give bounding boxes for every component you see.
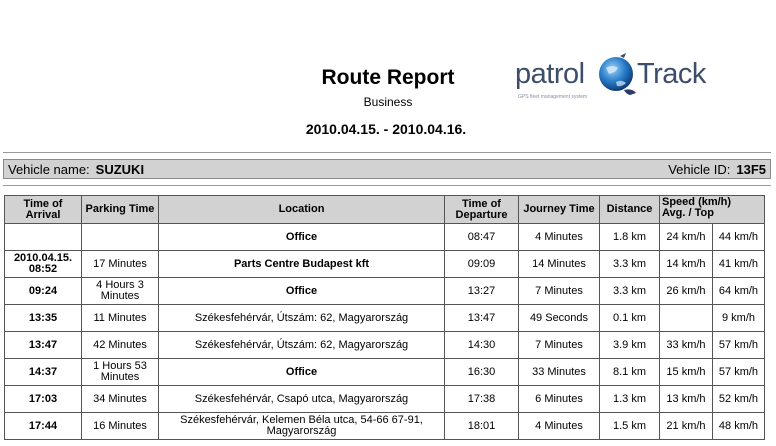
cell-distance: 3.3 km	[600, 251, 660, 278]
header-speed-title: Speed (km/h)	[662, 196, 732, 208]
cell-parking: 4 Hours 3 Minutes	[82, 278, 159, 305]
cell-parking: 42 Minutes	[82, 332, 159, 359]
cell-departure: 14:30	[445, 332, 519, 359]
cell-distance: 1.5 km	[600, 413, 660, 440]
patroltrack-logo	[515, 44, 715, 114]
cell-parking: 16 Minutes	[82, 413, 159, 440]
cell-arrival: 13:47	[5, 332, 82, 359]
cell-journey: 4 Minutes	[519, 224, 600, 251]
cell-speed-avg: 26 km/h	[660, 278, 713, 305]
cell-speed-avg	[660, 305, 713, 332]
cell-arrival: 09:24	[5, 278, 82, 305]
cell-location: Székesfehérvár, Útszám: 62, Magyarország	[159, 305, 445, 332]
table-row	[5, 224, 765, 251]
cell-location: Office	[159, 359, 445, 386]
header-departure: Time of Departure	[445, 196, 519, 224]
cell-location: Székesfehérvár, Csapó utca, Magyarország	[159, 386, 445, 413]
cell-distance: 1.3 km	[600, 386, 660, 413]
report-title: Route Report	[321, 66, 455, 89]
cell-parking	[82, 224, 159, 251]
top-divider	[3, 152, 771, 153]
cell-arrival: 17:44	[5, 413, 82, 440]
cell-speed-top: 57 km/h	[713, 332, 765, 359]
cell-distance: 8.1 km	[600, 359, 660, 386]
vehicle-info-bar	[3, 159, 771, 179]
cell-location: Parts Centre Budapest kft	[159, 251, 445, 278]
header-location: Location	[159, 196, 445, 224]
cell-speed-avg: 21 km/h	[660, 413, 713, 440]
cell-arrival: 14:37	[5, 359, 82, 386]
table-header-row	[5, 196, 765, 224]
vehicle-id-value: 13F5	[736, 162, 766, 177]
cell-speed-top: 44 km/h	[713, 224, 765, 251]
cell-location: Office	[159, 278, 445, 305]
cell-departure: 17:38	[445, 386, 519, 413]
cell-speed-avg: 24 km/h	[660, 224, 713, 251]
logo-tagline: GPS fleet management system	[518, 94, 588, 100]
section-divider	[3, 185, 771, 186]
table-row	[5, 386, 765, 413]
cell-speed-avg: 33 km/h	[660, 332, 713, 359]
cell-journey: 4 Minutes	[519, 413, 600, 440]
header-distance: Distance	[600, 196, 660, 224]
vehicle-id-field	[668, 162, 766, 177]
cell-departure: 09:09	[445, 251, 519, 278]
table-row	[5, 251, 765, 278]
report-date-range: 2010.04.15. - 2010.04.16.	[305, 121, 467, 137]
cell-distance: 3.3 km	[600, 278, 660, 305]
header-speed-sub: Avg. / Top	[662, 207, 714, 219]
header-parking: Parking Time	[82, 196, 159, 224]
cell-arrival: 17:03	[5, 386, 82, 413]
cell-speed-top: 57 km/h	[713, 359, 765, 386]
vehicle-name-field	[8, 162, 144, 177]
header-journey: Journey Time	[519, 196, 600, 224]
table-row	[5, 359, 765, 386]
cell-departure: 08:47	[445, 224, 519, 251]
cell-distance: 1.8 km	[600, 224, 660, 251]
cell-journey: 49 Seconds	[519, 305, 600, 332]
cell-departure: 16:30	[445, 359, 519, 386]
globe-icon	[596, 52, 640, 96]
route-table-body	[5, 224, 765, 440]
vehicle-name-label: Vehicle name:	[8, 162, 90, 177]
cell-speed-top: 48 km/h	[713, 413, 765, 440]
header-arrival: Time of Arrival	[5, 196, 82, 224]
cell-journey: 7 Minutes	[519, 278, 600, 305]
logo-text-patrol: patrol	[515, 58, 585, 90]
cell-parking: 17 Minutes	[82, 251, 159, 278]
cell-arrival	[5, 224, 82, 251]
logo-text-track: Track	[637, 58, 706, 90]
cell-parking: 1 Hours 53 Minutes	[82, 359, 159, 386]
cell-location: Székesfehérvár, Útszám: 62, Magyarország	[159, 332, 445, 359]
cell-speed-top: 64 km/h	[713, 278, 765, 305]
cell-speed-top: 52 km/h	[713, 386, 765, 413]
cell-distance: 0.1 km	[600, 305, 660, 332]
cell-speed-top: 41 km/h	[713, 251, 765, 278]
cell-journey: 6 Minutes	[519, 386, 600, 413]
cell-journey: 33 Minutes	[519, 359, 600, 386]
table-row	[5, 413, 765, 440]
cell-arrival: 2010.04.15. 08:52	[5, 251, 82, 278]
cell-speed-avg: 15 km/h	[660, 359, 713, 386]
cell-location: Székesfehérvár, Kelemen Béla utca, 54-66 67-91, Magyarország	[159, 413, 445, 440]
table-row	[5, 305, 765, 332]
cell-journey: 7 Minutes	[519, 332, 600, 359]
cell-location: Office	[159, 224, 445, 251]
cell-journey: 14 Minutes	[519, 251, 600, 278]
table-row	[5, 332, 765, 359]
cell-distance: 3.9 km	[600, 332, 660, 359]
cell-parking: 11 Minutes	[82, 305, 159, 332]
report-subtitle: Business	[363, 95, 413, 109]
cell-parking: 34 Minutes	[82, 386, 159, 413]
cell-departure: 18:01	[445, 413, 519, 440]
cell-speed-avg: 14 km/h	[660, 251, 713, 278]
cell-departure: 13:27	[445, 278, 519, 305]
vehicle-name-value: SUZUKI	[95, 162, 145, 177]
table-row	[5, 278, 765, 305]
route-table	[4, 195, 765, 440]
cell-speed-avg: 13 km/h	[660, 386, 713, 413]
cell-arrival: 13:35	[5, 305, 82, 332]
header-speed	[660, 196, 765, 224]
cell-departure: 13:47	[445, 305, 519, 332]
cell-speed-top: 9 km/h	[713, 305, 765, 332]
vehicle-id-label: Vehicle ID:	[668, 162, 731, 177]
